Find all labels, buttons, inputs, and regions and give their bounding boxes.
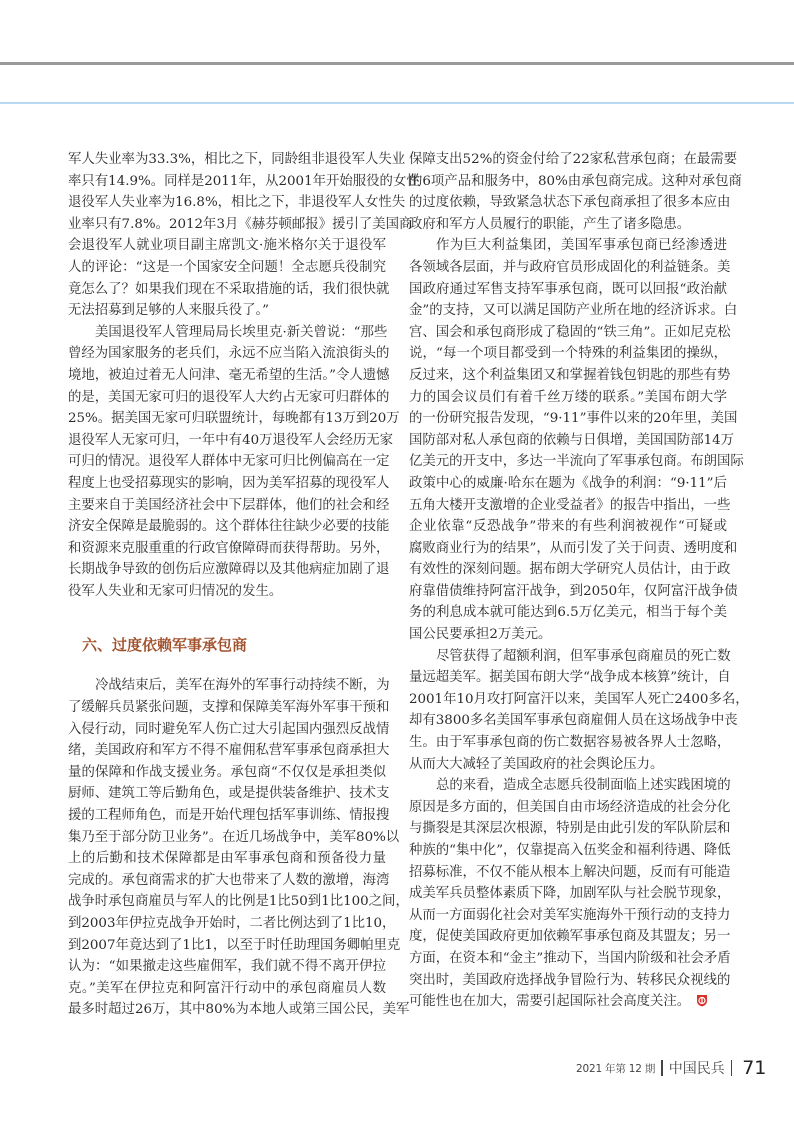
- text-line: 与撕裂是其深层次根源，特别是由此引发的军队阶层和: [409, 821, 731, 837]
- footer-divider: [661, 1060, 663, 1076]
- text-line: 上的后勤和技术保障都是由军事承包商和预备役力量: [68, 851, 386, 867]
- text-line: 金”的支持，又可以满足国防产业所在地的经济诉求。白: [409, 303, 738, 319]
- text-line: 会退役军人就业项目副主席凯文·施米格尔关于退役军: [68, 238, 386, 254]
- text-line: 厨师、建筑工等后勤角色，或是提供装备维护、技术支: [68, 786, 390, 802]
- text-line: 说，“每一个项目都受到一个特殊的利益集团的操纵，: [409, 346, 727, 362]
- text-line: 军人失业率为33.3%，相比之下，同龄组非退役军人失业: [68, 152, 406, 167]
- text-line: 最多时超过26万，其中80%为本地人或第三国公民，美军: [68, 1002, 410, 1018]
- text-line: 企业依靠“反恐战争”带来的有些利润被视作“可疑或: [409, 519, 727, 535]
- text-line: 政策中心的威廉·哈东在题为《战争的利润：“9·11”后: [409, 475, 727, 491]
- issue-label: 2021 年第 12 期: [576, 1062, 656, 1075]
- text-line: 种族的“集中化”，仅靠提高入伍奖金和福利待遇、降低: [409, 843, 731, 858]
- text-line: 国防部对私人承包商的依赖与日俱增，美国国防部14万: [409, 432, 735, 448]
- text-line: 宫、国会和承包商形成了稳固的“铁三角”。正如尼克松: [409, 324, 731, 340]
- text-line: 可能性也在加大，需要引起国际社会高度关注。: [409, 991, 727, 1013]
- text-line: 从而大大减轻了美国政府的社会舆论压力。: [409, 756, 664, 772]
- text-line: 国公民要承担2万美元。: [409, 627, 552, 643]
- text-line: 率只有14.9%。同样是2011年，从2001年开始服役的女性: [68, 173, 420, 189]
- text-line: 的一份研究报告发现，“9·11”事件以来的20年里，美国: [409, 411, 738, 427]
- header-accent-rule: [0, 102, 794, 104]
- text-line: 长期战争导致的创伤后应激障碍以及其他病症加剧了退: [68, 562, 390, 578]
- text-line: 量远超美军。据美国布朗大学“战争成本核算”统计，自: [409, 670, 731, 686]
- text-line: 招募标准，不仅不能从根本上解决问题，反而有可能造: [409, 864, 731, 880]
- text-line: 竟怎么了？如果我们现在不采取措施的话，我们很快就: [68, 281, 390, 297]
- text-line: 援的工程师角色，而是开始代理包括军事训练、情报搜: [68, 808, 390, 824]
- paragraph: [409, 775, 731, 1013]
- text-line: 力的国会议员们有着千丝万缕的联系。”美国布朗大学: [409, 389, 727, 405]
- magazine-shield-endmark-icon: [696, 994, 708, 1007]
- paragraph: [68, 322, 400, 603]
- text-line: 退役军人无家可归，一年中有40万退役军人会经历无家: [68, 432, 394, 448]
- text-line: 腐败商业行为的结果”，从而引发了关于问责、透明度和: [409, 540, 738, 556]
- text-line: 国政府通过军售支持军事承包商，既可以回报“政治献: [409, 281, 727, 297]
- text-line: 度，促使美国政府更加依赖军事承包商及其盟友；另一: [409, 929, 731, 945]
- text-line: 突出时，美国政府选择战争冒险行为、转移民众视线的: [409, 972, 731, 988]
- text-line: 曾经为国家服务的老兵们，永远不应当陷入流浪街头的: [68, 346, 390, 362]
- text-line: 业率只有7.8%。2012年3月《赫芬顿邮报》援引了美国商: [68, 216, 413, 232]
- text-line: 务的利息成本就可能达到6.5万亿美元，相当于每个美: [409, 605, 727, 621]
- page-footer: [576, 1053, 766, 1083]
- text-line: 反过来，这个利益集团又和掌握着钱包钥匙的那些有势: [409, 367, 731, 383]
- text-line: 退役军人失业率为16.8%，相比之下，非退役军人女性失: [68, 195, 406, 211]
- text-line: 冷战结束后，美军在海外的军事行动持续不断，为: [95, 678, 390, 694]
- text-line: 各领域各层面，并与政府官员形成固化的利益链条。美: [409, 259, 731, 275]
- paragraph: [409, 646, 749, 776]
- text-line: 的6项产品和服务中，80%由承包商完成。这种对承包商: [409, 173, 742, 189]
- left-column: [68, 149, 420, 1021]
- text-line: 克。”美军在伊拉克和阿富汗行动中的承包商雇员人数: [68, 980, 386, 996]
- text-line: 量的保障和作战支援业务。承包商“不仅仅是承担类似: [68, 764, 386, 780]
- text-line: 五角大楼开支激增的企业受益者》的报告中指出，一些: [409, 497, 731, 513]
- text-line: 认为：“如果撤走这些雇佣军，我们就不得不离开伊拉: [68, 959, 386, 975]
- text-line: 2001年10月攻打阿富汗以来，美国军人死亡2400多名，: [409, 691, 749, 707]
- text-line: 保障支出52%的资金付给了22家私营承包商；在最需要: [409, 152, 738, 167]
- text-line: 从而一方面弱化社会对美军实施海外干预行动的支持力: [409, 907, 731, 923]
- text-line: 战争时承包商雇员与军人的比例是1比50到1比100之间，: [68, 894, 409, 910]
- text-line: 原因是多方面的，但美国自由市场经济造成的社会分化: [409, 799, 731, 815]
- text-line: 亿美元的开支中，多达一半流向了军事承包商。布朗国际: [409, 454, 744, 470]
- text-line: 了缓解兵员紧张问题，支撑和保障美军海外军事干预和: [68, 700, 390, 716]
- text-line: 作为巨大利益集团，美国军事承包商已经渗透进: [436, 238, 727, 254]
- text-line: 绪，美国政府和军方不得不雇佣私营军事承包商承担大: [68, 743, 390, 759]
- text-line: 济安全保障是最脆弱的。这个群体往往缺少必要的技能: [68, 519, 390, 535]
- paragraph: [68, 675, 410, 1021]
- text-line: 却有3800多名美国军事承包商雇佣人员在这场战争中丧: [409, 713, 738, 729]
- text-line: 役军人失业和无家可归情况的发生。: [68, 583, 283, 599]
- text-line: 总的来看，造成全志愿兵役制面临上述实践困境的: [436, 778, 731, 794]
- text-line: 程度上也受招募现实的影响，因为美军招募的现役军人: [68, 475, 390, 491]
- text-line: 尽管获得了超额利润，但军事承包商雇员的死亡数: [436, 648, 731, 664]
- text-line: 生。由于军事承包商的伤亡数据容易被各界人士忽略，: [409, 735, 731, 751]
- text-line: 主要来自于美国经济社会中下层群体，他们的社会和经: [68, 497, 390, 513]
- paragraph: [409, 235, 744, 645]
- text-line: 成美军兵员整体素质下降，加剧军队与社会脱节现象，: [409, 886, 731, 902]
- text-line: 入侵行动，同时避免军人伤亡过大引起国内强烈反战情: [68, 721, 390, 737]
- text-line: 的过度依赖，导致紧急状态下承包商承担了很多本应由: [409, 195, 731, 211]
- footer-divider: [731, 1060, 733, 1076]
- text-line: 集乃至于部分防卫业务”。在近几场战争中，美军80%以: [68, 829, 400, 845]
- header-rule: [0, 62, 794, 65]
- text-line: 方面，在资本和“金主”推动下，当国内阶级和社会矛盾: [409, 950, 731, 966]
- text-line: 境地，被迫过着无人问津、毫无希望的生活。”令人遗憾: [68, 367, 390, 383]
- text-line: 人的评论：“这是一个国家安全问题！全志愿兵役制究: [68, 259, 386, 275]
- text-line: 完成的。承包商需求的扩大也带来了人数的激增，海湾: [68, 872, 390, 888]
- magazine-name: 中国民兵: [668, 1061, 725, 1077]
- paragraph: [409, 149, 742, 235]
- text-line: 到2003年伊拉克战争开始时，二者比例达到了1比10，: [68, 916, 396, 931]
- text-line: 和资源来克服重重的行政官僚障碍而获得帮助。另外，: [68, 540, 390, 556]
- text-line: 府靠借债维持阿富汗战争，到2050年，仅阿富汗战争债: [409, 583, 738, 599]
- page-number: 71: [742, 1057, 767, 1079]
- text-line: 有效性的深刻问题。据布朗大学研究人员估计，由于政: [409, 562, 731, 578]
- text-line: 25%。据美国无家可归联盟统计，每晚都有13万到20万: [68, 411, 400, 427]
- text-line: 无法招募到足够的人来服兵役了。”: [68, 303, 270, 319]
- text-line: 的是，美国无家可归的退役军人大约占无家可归群体的: [68, 389, 390, 405]
- text-line: 可归的情况。退役军人群体中无家可归比例偏高在一定: [68, 454, 390, 470]
- text-line: 美国退役军人管理局局长埃里克·新关曾说：“那些: [95, 324, 388, 340]
- paragraph: [68, 149, 420, 322]
- right-column: [409, 149, 749, 1013]
- text-line: 到2007年竟达到了1比1，以至于时任助理国务卿帕里克: [68, 937, 401, 953]
- text-line: 政府和军方人员履行的职能，产生了诸多隐患。: [409, 216, 691, 232]
- section-heading: 六、过度依赖军事承包商: [82, 636, 248, 655]
